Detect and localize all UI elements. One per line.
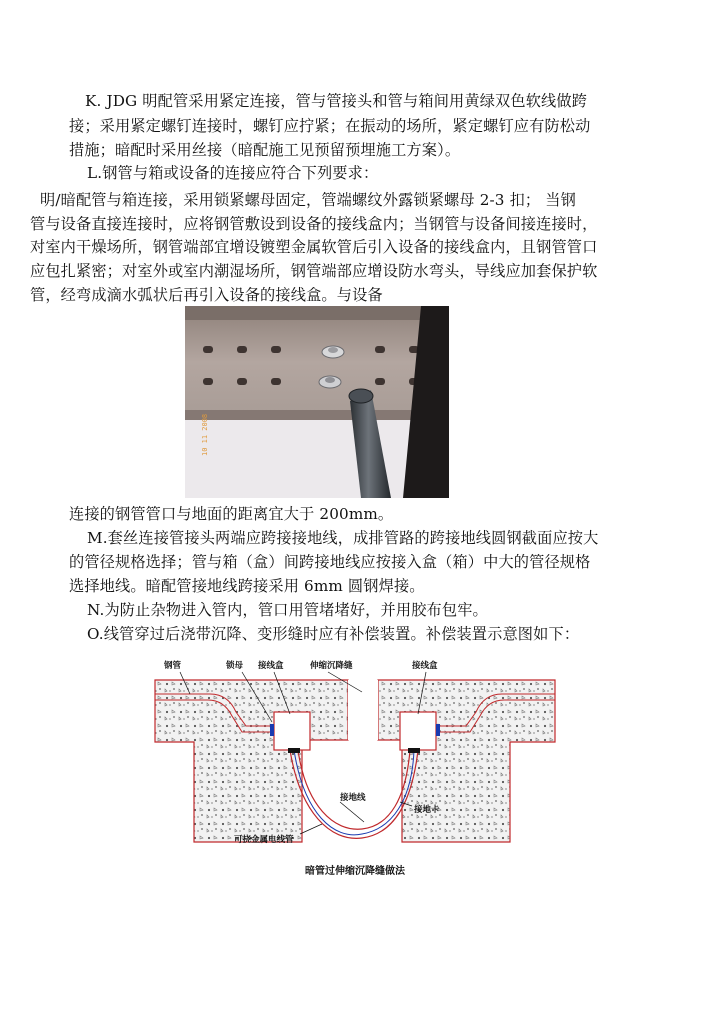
paragraph-n-line-1: N.为防止杂物进入管内，管口用管堵堵好，并用胶布包牢。 — [87, 601, 488, 619]
label-steel-pipe: 钢管 — [164, 661, 182, 671]
diagram-caption: 暗管过伸缩沉降缝做法 — [305, 866, 405, 877]
paragraph-l-line-5: 管，经弯成滴水弧状后再引入设备的接线盒。与设备 — [30, 286, 383, 304]
label-flexible-conduit: 可挠金属电线管 — [234, 835, 294, 845]
paragraph-l-line-2: 管与设备直接连接时，应将钢管敷设到设备的接线盒内；当钢管与设备间接连接时， — [30, 215, 598, 233]
photo-timestamp: 10 11 2008 — [201, 413, 209, 456]
paragraph-k-line-3: 措施；暗配时采用丝接（暗配施工见预留预埋施工方案）。 — [69, 141, 461, 159]
conduit-connection-photo — [185, 306, 449, 498]
paragraph-l-line-3: 对室内干燥场所，钢管端部宜增设镀塑金属软管后引入设备的接线盒内，且钢管管口 — [30, 238, 598, 256]
label-junction-box-left: 接线盒 — [258, 661, 284, 671]
label-ground-wire: 接地线 — [340, 793, 366, 803]
label-ground-clamp: 接地卡 — [414, 805, 440, 815]
paragraph-k-line-1: K. JDG 明配管采用紧定连接，管与管接头和管与箱间用黄绿双色软线做跨 — [85, 92, 588, 110]
paragraph-l-line-1: 明/暗配管与箱连接，采用锁紧螺母固定，管端螺纹外露锁紧螺母 2-3 扣； 当钢 — [40, 191, 576, 209]
paragraph-k-line-2: 接；采用紧定螺钉连接时，螺钉应拧紧；在振动的场所，紧定螺钉应有防松动 — [69, 117, 591, 135]
paragraph-o-line-1: O.线管穿过后浇带沉降、变形缝时应有补偿装置。补偿装置示意图如下： — [87, 625, 580, 643]
paragraph-l-line-6: 连接的钢管管口与地面的距离宜大于 200mm。 — [69, 505, 394, 523]
label-lock-nut: 锁母 — [226, 661, 244, 671]
expansion-joint-diagram — [150, 652, 560, 884]
paragraph-m-line-3: 选择地线。暗配管接地线跨接采用 6mm 圆钢焊接。 — [69, 577, 425, 595]
label-expansion-joint: 伸缩沉降缝 — [310, 661, 353, 671]
label-junction-box-right: 接线盒 — [412, 661, 438, 671]
paragraph-l-line-4: 应包扎紧密；对室外或室内潮湿场所，钢管端部应增设防水弯头，导线应加套保护软 — [30, 262, 598, 280]
paragraph-m-line-1: M.套丝连接管接头两端应跨接接地线，成排管路的跨接地线圆钢截面应按大 — [87, 529, 599, 547]
paragraph-m-line-2: 的管径规格选择；管与箱（盒）间跨接地线应按接入盒（箱）中大的管径规格 — [69, 553, 591, 571]
paragraph-l-heading: L.钢管与箱或设备的连接应符合下列要求： — [87, 164, 379, 182]
